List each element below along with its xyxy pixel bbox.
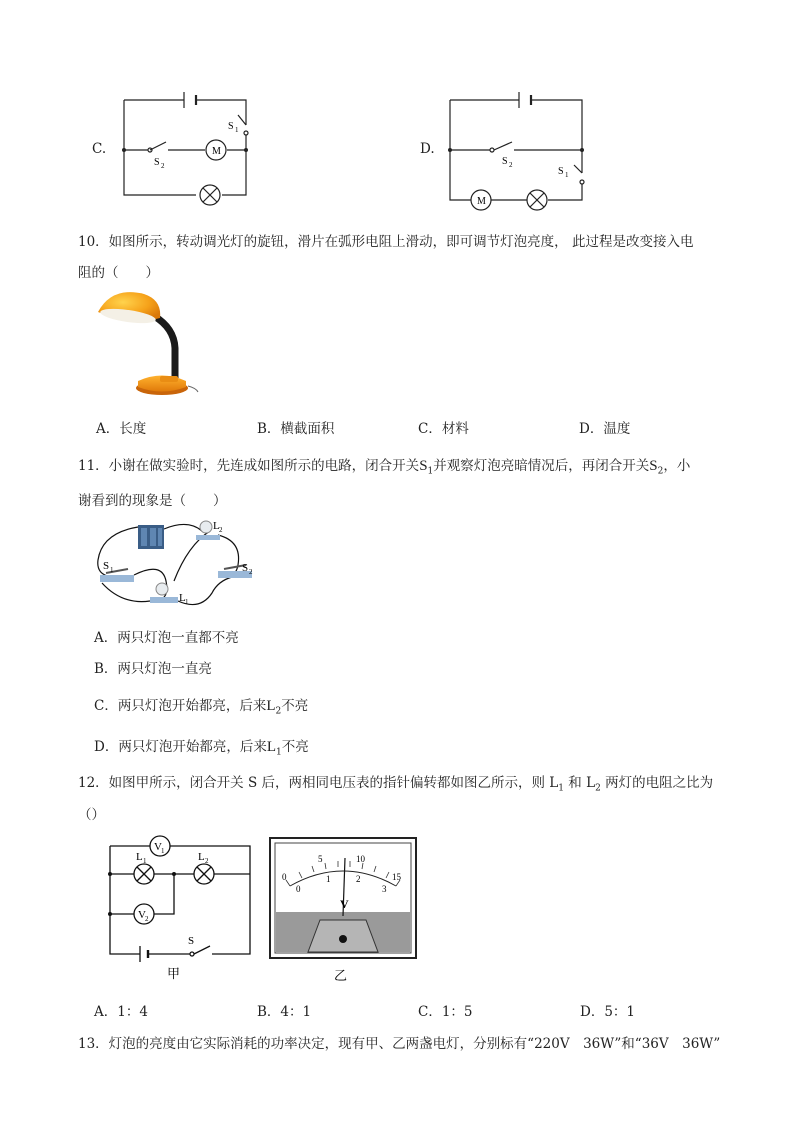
q10-text-line1: 10．如图所示，转动调光灯的旋钮，滑片在弧形电阻上滑动，即可调节灯泡亮度， 此过程是改变接入电 (78, 234, 694, 250)
s1-label-d: S (558, 166, 564, 177)
l1-label: L (179, 592, 186, 604)
svg-text:2: 2 (205, 857, 209, 865)
q10-option-a[interactable]: A．长度 (96, 421, 147, 437)
svg-text:1: 1 (161, 847, 165, 855)
v1-symbol: V (154, 841, 162, 853)
meter-bottom-tick-3: 3 (382, 884, 387, 894)
q12-option-c[interactable]: C．1：5 (418, 1004, 473, 1020)
svg-text:2: 2 (145, 915, 149, 923)
l2-label: L (198, 851, 205, 863)
q10-option-b[interactable]: B．横截面积 (257, 421, 335, 437)
circuit-diagram-c (110, 85, 270, 210)
s2-label-d: S (502, 156, 508, 167)
q12-option-a[interactable]: A．1：4 (94, 1004, 148, 1020)
meter-bottom-tick-1: 1 (326, 874, 331, 884)
q11-text-line2: 谢看到的现象是（ ） (78, 493, 227, 509)
svg-text:1: 1 (110, 566, 114, 574)
meter-unit: V (340, 897, 349, 911)
q10-option-c[interactable]: C．材料 (418, 421, 469, 437)
q12-option-d[interactable]: D．5：1 (580, 1004, 636, 1020)
meter-top-tick-0: 0 (282, 872, 287, 882)
q11-circuit-photo (92, 515, 264, 613)
q11-option-a[interactable]: A．两只灯泡一直都不亮 (94, 630, 239, 646)
meter-bottom-tick-2: 2 (356, 874, 361, 884)
q12-option-b[interactable]: B．4：1 (257, 1004, 312, 1020)
circuit-diagram-d (440, 85, 600, 215)
q10-option-d[interactable]: D．温度 (579, 421, 631, 437)
q13-text-line1: 13．灯泡的亮度由它实际消耗的功率决定，现有甲、乙两盏电灯，分别标有“220V 36W”和“36V 36W” (78, 1036, 721, 1052)
q10-text-line2: 阻的（ ） (78, 265, 159, 281)
fig-yi-caption: 乙 (334, 968, 348, 983)
q11-option-c[interactable]: C．两只灯泡开始都亮，后来$L_2$不亮 (94, 698, 309, 717)
meter-top-tick-2: 10 (356, 854, 365, 864)
q11-text-line1: 11．小谢在做实验时，先连成如图所示的电路，闭合开关$S_1$并观察灯泡亮暗情况后，再闭合开关$S_2$，小 (78, 458, 691, 477)
l1-label: L (136, 851, 143, 863)
meter-top-tick-3: 15 (392, 872, 401, 882)
fig-jia-caption: 甲 (167, 966, 181, 981)
svg-text:1: 1 (235, 126, 239, 134)
svg-text:1: 1 (185, 598, 189, 606)
svg-text:1: 1 (565, 171, 569, 179)
s1-label-c: S (228, 121, 234, 132)
meter-bottom-tick-0: 0 (296, 884, 301, 894)
q12-voltmeter-yi (268, 836, 420, 986)
l2-label: L (213, 520, 220, 532)
svg-text:2: 2 (219, 526, 223, 534)
switch-s-label: S (188, 935, 195, 947)
option-c-label: C. (92, 141, 107, 157)
desk-lamp-image (92, 288, 207, 400)
v2-symbol: V (138, 909, 146, 921)
q12-text-line2: （） (78, 807, 105, 823)
svg-text:2: 2 (249, 568, 253, 576)
q12-circuit-jia (100, 832, 260, 984)
option-d-label: D. (420, 141, 435, 157)
svg-text:2: 2 (161, 162, 165, 170)
motor-symbol-c: M (212, 146, 221, 157)
s2-label-c: S (154, 157, 160, 168)
q11-option-b[interactable]: B．两只灯泡一直亮 (94, 661, 212, 677)
motor-symbol-d: M (477, 196, 486, 207)
meter-top-tick-1: 5 (318, 854, 323, 864)
svg-text:2: 2 (509, 161, 513, 169)
q11-option-d[interactable]: D．两只灯泡开始都亮，后来$L_1$不亮 (94, 739, 309, 758)
svg-text:1: 1 (143, 857, 147, 865)
s1-label: S (103, 560, 110, 572)
s2-label: S (242, 562, 249, 574)
q12-text-line1: 12．如图甲所示，闭合开关 S 后，两相同电压表的指针偏转都如图乙所示，则 $L_1$ 和 $L_2$ 两灯的电阻之比为 (78, 775, 714, 794)
